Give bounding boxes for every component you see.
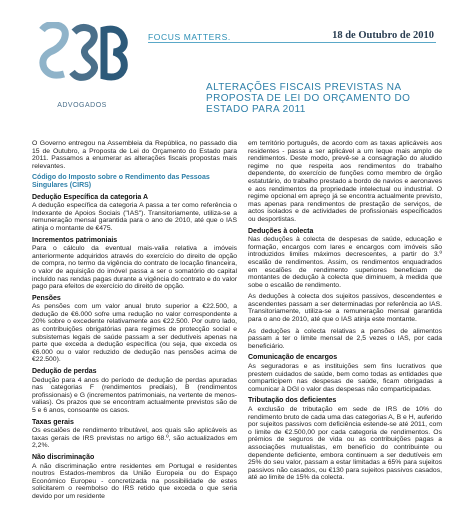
heading-deducao-perdas: Dedução de perdas [32, 368, 97, 376]
document-date: 18 de Outubro de 2010 [332, 30, 434, 41]
title-line: PROPOSTA DE LEI DO ORÇAMENTO DO [206, 93, 411, 104]
paragraph: A não discriminação entre residentes em Portugal e residentes noutros Estados-membros da União Europeia ou do Espaço Económico Europeu - concretizada na possibilidade de estes solicitarem o reembolso do IRS retido que exceda o que seria devido por um residente [32, 462, 237, 500]
firm-logo-subtitle: ADVOGADOS [57, 102, 107, 109]
paragraph: As deduções à colecta relativas a pensões de alimentos passam a ter o limite mensal de 2,5 vezes o IAS, por cada beneficiário. [248, 327, 442, 350]
section-title-line: Singulares (CIRS) [32, 181, 92, 189]
tagline: FOCUS MATTERS. [148, 32, 231, 42]
paragraph: As deduções à colecta dos sujeitos passivos, descendentes e ascendentes passam a ser determinadas por referência ao IAS. Transitoriamente, utiliza-se a remuneração mensal garantida para o ano de 2010, até que o IAS atinja este montante. [248, 293, 442, 324]
heading-comunicacao-encargos: Comunicação de encargos [248, 354, 338, 362]
heading-tributacao-deficientes: Tributação dos deficientes [248, 397, 337, 405]
heading-taxas-gerais: Taxas gerais [32, 418, 74, 426]
heading-deducoes-colecta: Deduções à colecta [248, 227, 314, 235]
paragraph: A exclusão de tributação em sede de IRS de 10% do rendimento bruto de cada uma das categorias A, B e H, auferido por sujeitos passivos com deficiência estende-se até 2011, com o limite de €2.500,00 por cada categoria de rendimentos. Os prémios de seguros de vida ou as contribuições pagas a associações mutualistas, em benefício do contribuinte ou dependente deficiente, embora continuem a ser dedutíveis em 25% do seu valor, passam a estar limitadas a 65% para sujeitos passivos não casados, ou €130 para sujeitos passivos casados, até ao limite de 15% da colecta. [248, 406, 442, 482]
header-rule [148, 42, 436, 43]
paragraph: As seguradoras e as instituições sem fins lucrativos que prestem cuidados de saúde, bem como todas as entidades que comparticipem nas despesas de saúde, ficam obrigadas a comunicar à DGI o valor das despesas não comparticipadas. [248, 363, 442, 393]
heading-pensoes: Pensões [32, 294, 61, 302]
paragraph: Nas deduções à colecta de despesas de saúde, educação e formação, encargos com lares e encargos com imóveis são introduzidos limites máximos decrescentes, a partir do 3.º escalão de rendimentos. Assim, os rendimentos enquadrados em escalões de rendimento superiores beneficiam de montantes de dedução à colecta que diminuem, à medida que sobe o escalão de rendimento. [248, 236, 442, 289]
paragraph: em território português, de acordo com as taxas aplicáveis aos residentes - passa a ser aplicável a um leque mais amplo de rendimentos. Deste modo, prevê-se a consagração do aludido regime no que respeita aos rendimentos do trabalho dependente, do exercício de funções como membro de órgão estatutário, do trabalho prestado a bordo de navios e aeronaves e aos rendimentos da propriedade intelectual ou industrial. O regime opcional em apreço já se encontra actualmente previsto, mas apenas para rendimentos de prestação de serviços, de actos isolados e de actividades de profissionais especificados ou desportistas. [248, 140, 442, 223]
section-title-line: Código do Imposto sobre o Rendimento das Pessoas [32, 174, 210, 182]
document-title [206, 82, 446, 115]
heading-deducao-especifica: Dedução Específica da categoria A [32, 193, 149, 201]
firm-logo-mark [34, 22, 130, 84]
paragraph: As pensões com um valor anual bruto superior a €22.500, a dedução de €6.000 sofre uma redução no valor correspondente a 20% sobre o excedente relativamente aos €22.500. Por outro lado, as contribuições obrigatórias para regimes de protecção social e subsistemas legais de saúde passam a ser dedutíveis apenas na parte que exceda a dedução específica (ou seja, que exceda os €6.000 ou o valor reduzido de dedução nas pensões acima de €22.500). [32, 303, 237, 364]
title-line: ESTADO PARA 2011 [206, 104, 306, 115]
intro-paragraph: O Governo entregou na Assembleia da República, no passado dia 15 de Outubro, a Proposta de Lei do Orçamento do Estado para 2011. Passamos a enumerar as alterações fiscais propostas mais relevantes. [32, 140, 237, 170]
paragraph: A dedução específica da categoria A passa a ter como referência o Indexante de Apoios Sociais ("IAS"). Transitoriamente, utiliza-se a remuneração mensal garantida para o ano de 2010, até que o IAS atinja o montante de €475. [32, 202, 237, 232]
header [0, 0, 466, 130]
section-title [32, 174, 237, 189]
paragraph: Os escalões de rendimento tributável, aos quais são aplicáveis as taxas gerais de IRS previstas no artigo 68.º, são actualizados em 2,2%. [32, 427, 237, 450]
firm-logo [34, 22, 130, 120]
paragraph: Para o cálculo da eventual mais-valia relativa a imóveis anteriormente adquiridos através do exercício do direito de opção de compra, no termo da vigência do contrato de locação financeira, o valor de aquisição do imóvel passa a ser o somatório do capital incluído nas rendas pagas durante a vigência do contrato e do valor pago para efeitos de exercício do direito de opção. [32, 245, 237, 291]
heading-nao-discriminacao: Não discriminação [32, 453, 95, 461]
heading-incrementos: Incrementos patrimoniais [32, 236, 118, 244]
left-column [32, 140, 237, 505]
right-column [248, 140, 442, 486]
title-line: ALTERAÇÕES FISCAIS PREVISTAS NA [206, 82, 402, 93]
paragraph: Dedução para 4 anos do período de dedução de perdas apuradas nas categorias F (rendimentos prediais), B (rendimentos profissionais) e G (incrementos patrimoniais, na vertente de menos-valias). Os prazos que se encontram actualmente previstos são de 5 e 6 anos, consoante os casos. [32, 376, 237, 414]
